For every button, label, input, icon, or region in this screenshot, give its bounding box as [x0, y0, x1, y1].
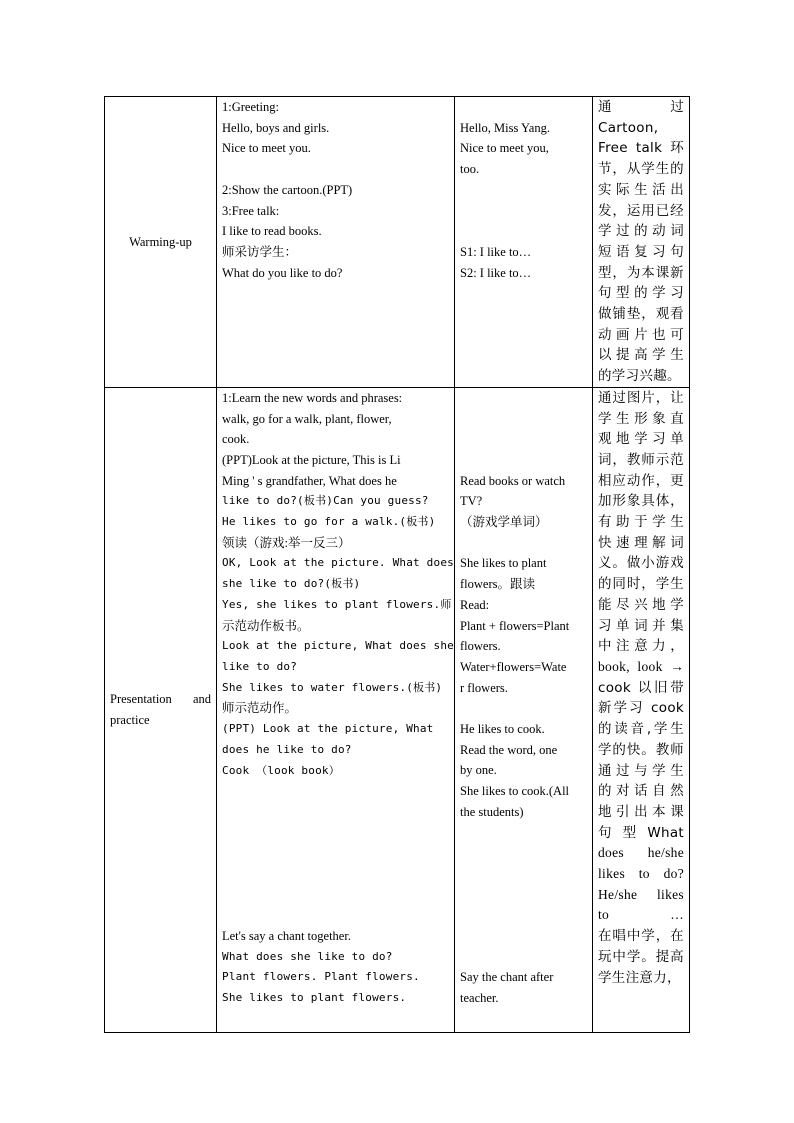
teacher-line: Yes, she likes to plant flowers.师 — [222, 597, 452, 611]
purpose-line: does he/she — [598, 845, 684, 861]
student-line — [460, 926, 587, 947]
purpose-line: 加形象具体， — [598, 493, 684, 510]
teacher-line: OK, Look at the picture. What does — [222, 556, 454, 570]
student-line: Water+flowers=Wate — [460, 659, 567, 674]
teacher-line — [222, 843, 449, 864]
purpose-line: 快速理解词 — [598, 534, 684, 551]
teacher-line: walk, go for a walk, plant, flower, — [222, 411, 392, 426]
purpose-line: He/she likes — [598, 886, 684, 902]
purpose-line: cook 以旧带 — [598, 679, 684, 696]
row-warming-up — [105, 97, 690, 388]
teacher-activity-cell — [217, 387, 455, 1032]
student-line — [460, 388, 587, 409]
teacher-line: does he like to do? — [222, 742, 352, 756]
teacher-line — [222, 823, 449, 844]
teacher-line: like to do?(板书)Can you guess? — [222, 494, 429, 508]
purpose-line: 型，为本课新 — [598, 264, 684, 281]
student-line — [460, 885, 587, 906]
stage-cell — [105, 97, 217, 388]
teacher-line: What does she like to do? — [222, 949, 393, 963]
student-line: S2: I like to… — [460, 265, 532, 280]
teacher-line: 师采访学生： — [222, 244, 298, 259]
student-line — [460, 843, 587, 864]
purpose-line: 短语复习句 — [598, 243, 684, 260]
purpose-line: 学的快。教师 — [598, 741, 684, 758]
teacher-line — [222, 885, 449, 906]
student-line: Read books or watch — [460, 473, 566, 488]
teacher-line: 师示范动作。 — [222, 701, 298, 716]
purpose-cell — [593, 387, 690, 1032]
teacher-line — [222, 905, 449, 926]
teacher-line — [222, 864, 449, 885]
student-line — [460, 864, 587, 885]
teacher-line: Cook （look book） — [222, 763, 340, 777]
purpose-line: 词，教师示范 — [598, 451, 684, 468]
stage-cell — [105, 387, 217, 1032]
student-line: by one. — [460, 763, 497, 778]
teacher-line: 示范动作板书。 — [222, 618, 310, 633]
teacher-line: He likes to go for a walk.(板书) — [222, 515, 436, 529]
student-line: TV? — [460, 494, 483, 509]
purpose-line: 做铺垫，观看 — [598, 306, 684, 323]
purpose-line: 有助于学生 — [598, 514, 684, 531]
teacher-line: (PPT) Look at the picture, What — [222, 722, 434, 736]
student-line: She likes to cook.(All — [460, 784, 570, 799]
teacher-activity-cell — [217, 97, 455, 388]
student-line: Nice to meet you, — [460, 141, 549, 156]
student-line — [460, 429, 587, 450]
teacher-line: I like to read books. — [222, 224, 322, 239]
student-line: Read: — [460, 597, 490, 612]
student-line: teacher. — [460, 991, 499, 1006]
student-line: Read the word, one — [460, 742, 558, 757]
teacher-line — [222, 159, 449, 180]
teacher-line: 领读（游戏:举一反三） — [222, 535, 351, 550]
purpose-line: 能尽兴地学 — [598, 596, 684, 613]
teacher-line — [222, 802, 449, 823]
teacher-line: Plant flowers. Plant flowers. — [222, 970, 420, 984]
student-line — [460, 180, 587, 201]
purpose-line: 实际生活出 — [598, 181, 684, 198]
purpose-line: 在唱中学，在 — [598, 928, 684, 945]
purpose-line: 的同时，学生 — [598, 576, 684, 593]
teacher-line: 1:Learn the new words and phrases: — [222, 390, 403, 405]
teacher-line — [222, 781, 449, 802]
teacher-line: 3:Free talk: — [222, 203, 280, 218]
purpose-line: 的学习兴趣。 — [598, 368, 681, 385]
student-line — [460, 698, 587, 719]
purpose-line: 观地学习单 — [598, 431, 684, 448]
teacher-line: Nice to meet you. — [222, 141, 311, 156]
purpose-line: 节，从学生的 — [598, 161, 684, 178]
teacher-line: She likes to plant flowers. — [222, 991, 407, 1005]
purpose-line: Free talk 环 — [598, 140, 684, 157]
student-line: S1: I like to… — [460, 244, 532, 259]
purpose-line: 的读音,学生 — [598, 721, 684, 738]
student-line: r flowers. — [460, 680, 508, 695]
purpose-line: 以提高学生 — [598, 347, 684, 364]
purpose-line: 通过图片，让 — [598, 389, 684, 406]
student-line: （游戏学单词） — [460, 515, 548, 529]
student-line: too. — [460, 162, 480, 177]
student-line — [460, 823, 587, 844]
teacher-line: like to do? — [222, 659, 298, 673]
purpose-line: 发，运用已经 — [598, 202, 684, 219]
student-line — [460, 200, 587, 221]
student-line: Plant + flowers=Plant — [460, 618, 570, 633]
student-line — [460, 409, 587, 430]
student-line — [460, 221, 587, 242]
student-line — [460, 905, 587, 926]
purpose-line: 学生形象直 — [598, 410, 684, 427]
student-line: flowers. — [460, 639, 501, 654]
student-line: Say the chant after — [460, 970, 554, 985]
row-presentation — [105, 387, 690, 1032]
teacher-line: 2:Show the cartoon.(PPT) — [222, 182, 353, 197]
student-line — [460, 97, 587, 118]
purpose-line: 玩中学。提高 — [598, 948, 684, 965]
teacher-line: Look at the picture, What does she — [222, 639, 454, 653]
stage-label: Warming-up — [129, 234, 192, 249]
student-line: Hello, Miss Yang. — [460, 120, 550, 135]
purpose-cell — [593, 97, 690, 388]
purpose-line: 中注意力， — [598, 638, 684, 655]
purpose-line: book, look → — [598, 658, 684, 674]
purpose-line: 通过与学生 — [598, 762, 684, 779]
teacher-line: Ming ' s grandfather, What does he — [222, 473, 397, 488]
purpose-line: 学生注意力， — [598, 969, 681, 986]
teacher-line: 1:Greeting: — [222, 100, 279, 114]
stage-label: Presentation and practice — [110, 692, 211, 727]
teacher-line: she like to do?(板书) — [222, 577, 361, 591]
student-activity-cell — [455, 97, 593, 388]
purpose-line: 句型的学习 — [598, 285, 684, 302]
purpose-line: 相应动作，更 — [598, 472, 684, 489]
purpose-line: 习单词并集 — [598, 617, 684, 634]
purpose-line: 地引出本课 — [598, 803, 684, 820]
teacher-line: She likes to water flowers.(板书) — [222, 680, 443, 694]
lesson-plan-table — [104, 96, 690, 1033]
purpose-line: likes to do? — [598, 866, 684, 882]
teacher-line: Hello, boys and girls. — [222, 120, 330, 135]
teacher-line: What do you like to do? — [222, 265, 343, 280]
student-line: the students) — [460, 804, 524, 819]
purpose-line: 通过 Cartoon, — [598, 99, 684, 136]
student-activity-cell — [455, 387, 593, 1032]
student-line — [460, 533, 587, 554]
teacher-line: cook. — [222, 432, 250, 447]
student-line — [460, 450, 587, 471]
purpose-line: 义。做小游戏 — [598, 555, 684, 572]
student-line: He likes to cook. — [460, 722, 545, 736]
student-line: She likes to plant — [460, 556, 547, 571]
purpose-line: 新学习 cook — [598, 700, 684, 717]
purpose-line: to … — [598, 907, 684, 923]
student-line — [460, 947, 587, 968]
purpose-line: 学过的动词 — [598, 223, 684, 240]
student-line: flowers。跟读 — [460, 577, 535, 592]
purpose-line: 句 型 What — [598, 824, 684, 841]
teacher-line: Let's say a chant together. — [222, 929, 351, 944]
purpose-line: 动画片也可 — [598, 326, 684, 343]
purpose-line: 的对话自然 — [598, 783, 684, 800]
teacher-line: (PPT)Look at the picture, This is Li — [222, 452, 401, 467]
